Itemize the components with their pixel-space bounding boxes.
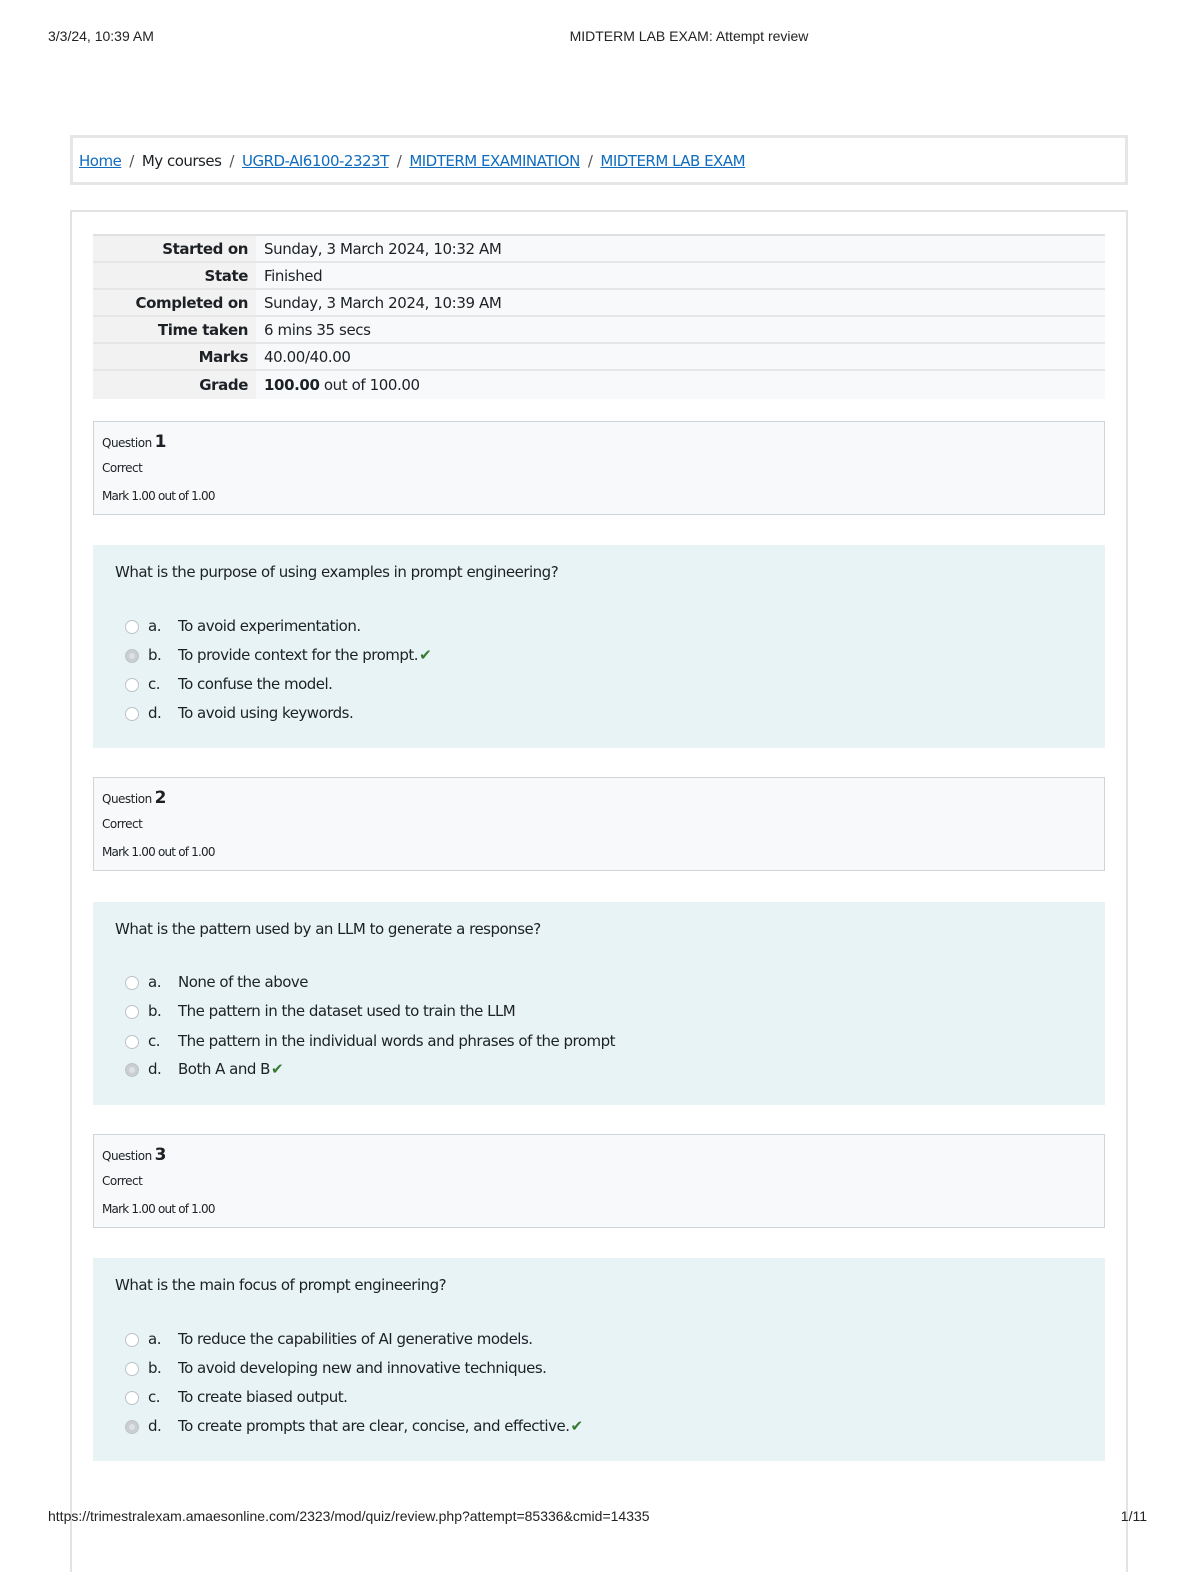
question-number: Question 3 bbox=[102, 1145, 167, 1165]
summary-label: Started on bbox=[93, 235, 256, 262]
option-text: The pattern in the individual words and phrases of the prompt bbox=[178, 1032, 616, 1050]
breadcrumb-section-link[interactable]: MIDTERM EXAMINATION bbox=[409, 152, 580, 170]
radio-button[interactable] bbox=[125, 1333, 139, 1347]
question-number: Question 2 bbox=[102, 788, 167, 808]
question-content bbox=[93, 545, 1105, 748]
check-icon: ✔ bbox=[270, 1060, 284, 1078]
page-url: https://trimestralexam.amaesonline.com/2323/mod/quiz/review.php?attempt=85336&cmid=14335 bbox=[48, 1508, 650, 1524]
option-text-wrap bbox=[178, 1060, 283, 1078]
radio-button[interactable] bbox=[125, 620, 139, 634]
option-text: To create biased output. bbox=[178, 1388, 348, 1406]
page-number: 1/11 bbox=[1120, 1508, 1147, 1524]
question-state: Correct bbox=[102, 461, 143, 475]
summary-value: Sunday, 3 March 2024, 10:32 AM bbox=[256, 235, 1105, 262]
summary-row bbox=[93, 289, 1105, 316]
option-letter: d. bbox=[148, 1060, 162, 1078]
option-text: None of the above bbox=[178, 973, 309, 991]
option-letter: b. bbox=[148, 1002, 162, 1020]
radio-button[interactable] bbox=[125, 707, 139, 721]
question-content bbox=[93, 902, 1105, 1105]
option-text: To avoid developing new and innovative techniques. bbox=[178, 1359, 547, 1377]
radio-button[interactable] bbox=[125, 1005, 139, 1019]
radio-button[interactable] bbox=[125, 678, 139, 692]
question-info bbox=[93, 777, 1105, 871]
option-text: To create prompts that are clear, concise, and effective. bbox=[178, 1417, 570, 1435]
summary-row bbox=[93, 235, 1105, 262]
print-title: MIDTERM LAB EXAM: Attempt review bbox=[569, 28, 809, 44]
summary-label: Time taken bbox=[93, 316, 256, 343]
summary-label: Completed on bbox=[93, 289, 256, 316]
grade-suffix: out of 100.00 bbox=[319, 376, 420, 394]
summary-value: 40.00/40.00 bbox=[256, 343, 1105, 370]
summary-value: Sunday, 3 March 2024, 10:39 AM bbox=[256, 289, 1105, 316]
radio-button-selected[interactable] bbox=[125, 1063, 139, 1077]
option-letter: d. bbox=[148, 704, 162, 722]
print-datetime: 3/3/24, 10:39 AM bbox=[48, 28, 154, 44]
summary-label: State bbox=[93, 262, 256, 289]
summary-row bbox=[93, 316, 1105, 343]
breadcrumb-separator: / bbox=[587, 152, 593, 170]
option-letter: c. bbox=[148, 675, 161, 693]
summary-row bbox=[93, 262, 1105, 289]
question-mark: Mark 1.00 out of 1.00 bbox=[102, 845, 215, 859]
summary-label: Marks bbox=[93, 343, 256, 370]
attempt-summary-table bbox=[93, 234, 1105, 399]
option-letter: d. bbox=[148, 1417, 162, 1435]
question-content bbox=[93, 1258, 1105, 1461]
option-text: To provide context for the prompt. bbox=[178, 646, 419, 664]
option-letter: b. bbox=[148, 1359, 162, 1377]
summary-value: Finished bbox=[256, 262, 1105, 289]
option-letter: c. bbox=[148, 1032, 161, 1050]
breadcrumb-course-link[interactable]: UGRD-AI6100-2323T bbox=[241, 152, 389, 170]
option-letter: c. bbox=[148, 1388, 161, 1406]
question-info bbox=[93, 1134, 1105, 1228]
summary-value bbox=[256, 370, 1105, 399]
breadcrumb-quiz-link[interactable]: MIDTERM LAB EXAM bbox=[600, 152, 746, 170]
question-text: What is the pattern used by an LLM to generate a response? bbox=[115, 920, 541, 938]
radio-button-selected[interactable] bbox=[125, 649, 139, 663]
radio-button[interactable] bbox=[125, 976, 139, 990]
option-text-wrap bbox=[178, 1417, 583, 1435]
breadcrumb bbox=[79, 152, 745, 170]
option-text: To reduce the capabilities of AI generative models. bbox=[178, 1330, 533, 1348]
summary-value: 6 mins 35 secs bbox=[256, 316, 1105, 343]
print-header bbox=[0, 28, 1200, 48]
summary-row bbox=[93, 343, 1105, 370]
breadcrumb-bar bbox=[70, 135, 1128, 185]
option-text: The pattern in the dataset used to train the LLM bbox=[178, 1002, 516, 1020]
radio-button[interactable] bbox=[125, 1035, 139, 1049]
breadcrumb-home-link[interactable]: Home bbox=[79, 152, 122, 170]
option-letter: b. bbox=[148, 646, 162, 664]
question-info bbox=[93, 421, 1105, 515]
summary-row bbox=[93, 370, 1105, 399]
grade-value: 100.00 bbox=[264, 376, 320, 394]
check-icon: ✔ bbox=[419, 646, 432, 664]
option-letter: a. bbox=[148, 1330, 161, 1348]
radio-button[interactable] bbox=[125, 1391, 139, 1405]
question-text: What is the main focus of prompt engineering? bbox=[115, 1276, 447, 1294]
option-text-wrap bbox=[178, 646, 431, 664]
radio-button-selected[interactable] bbox=[125, 1420, 139, 1434]
radio-button[interactable] bbox=[125, 1362, 139, 1376]
print-footer bbox=[0, 1508, 1200, 1528]
option-letter: a. bbox=[148, 973, 161, 991]
option-text: To confuse the model. bbox=[178, 675, 333, 693]
option-letter: a. bbox=[148, 617, 161, 635]
breadcrumb-separator: / bbox=[396, 152, 402, 170]
question-text: What is the purpose of using examples in prompt engineering? bbox=[115, 563, 559, 581]
question-mark: Mark 1.00 out of 1.00 bbox=[102, 1202, 215, 1216]
option-text: Both A and B bbox=[178, 1060, 270, 1078]
breadcrumb-separator: / bbox=[129, 152, 134, 170]
option-text: To avoid experimentation. bbox=[178, 617, 361, 635]
breadcrumb-separator: / bbox=[229, 152, 234, 170]
breadcrumb-my-courses: My courses bbox=[141, 152, 222, 170]
question-state: Correct bbox=[102, 1174, 143, 1188]
summary-label: Grade bbox=[93, 370, 256, 399]
question-mark: Mark 1.00 out of 1.00 bbox=[102, 489, 215, 503]
question-number: Question 1 bbox=[102, 432, 167, 452]
question-state: Correct bbox=[102, 817, 143, 831]
option-text: To avoid using keywords. bbox=[178, 704, 354, 722]
check-icon: ✔ bbox=[570, 1417, 583, 1435]
